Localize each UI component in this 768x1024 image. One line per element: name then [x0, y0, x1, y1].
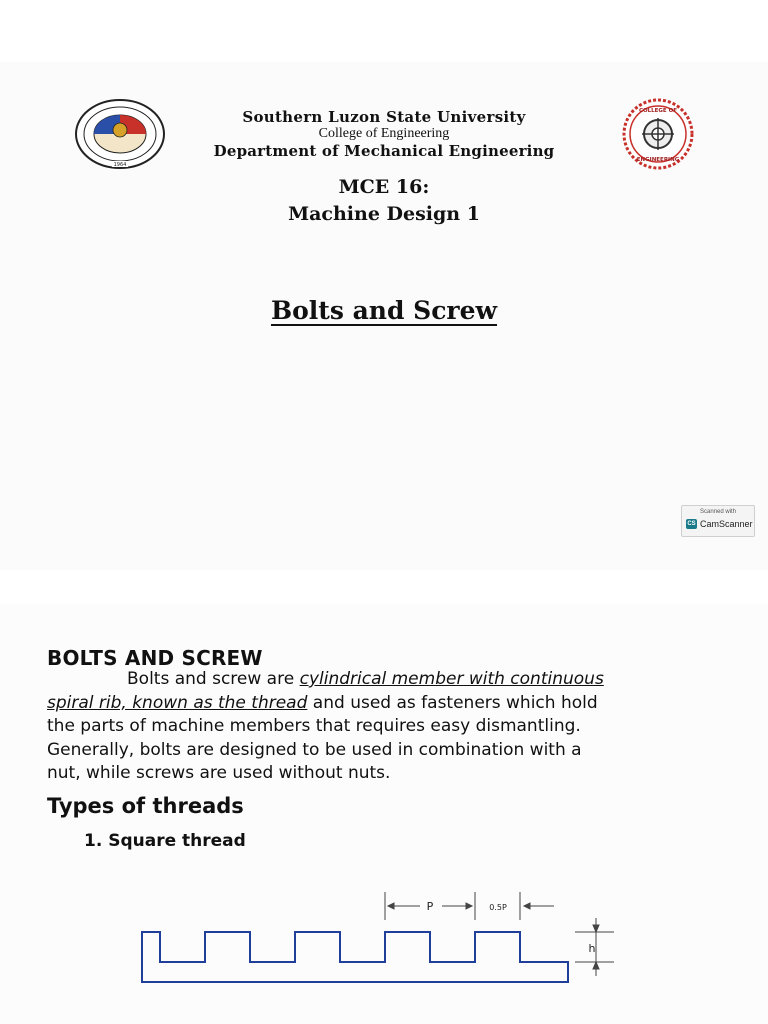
text-run: and used as fasteners which hold	[307, 692, 598, 713]
course-code: MCE 16:	[338, 176, 430, 198]
emphasis-text: cylindrical member with continuous	[299, 669, 604, 689]
thread-profile	[142, 932, 568, 982]
emphasis-text: spiral rib, known as the thread	[47, 692, 308, 713]
college-name: College of Engineering	[318, 126, 450, 141]
types-heading: Types of threads	[47, 794, 244, 818]
university-name: Southern Luzon State University	[242, 108, 526, 126]
height-label: h	[588, 942, 596, 955]
university-seal-logo	[74, 98, 166, 170]
paragraph-line-4: Generally, bolts are designed to be used in combination with a	[47, 739, 582, 760]
camscanner-icon: CS	[687, 521, 696, 527]
pitch-label: P	[426, 900, 434, 913]
paragraph-line-2	[47, 692, 737, 716]
scanner-brand-label: CamScanner	[700, 519, 753, 529]
course-name: Machine Design 1	[288, 203, 480, 225]
content-slide	[0, 604, 768, 1024]
svg-text:COLLEGE OF: COLLEGE OF	[638, 108, 678, 114]
section-heading: BOLTS AND SCREW	[47, 646, 263, 670]
half-pitch-label: 0.5P	[489, 903, 507, 912]
paragraph-line-3: the parts of machine members that requires easy dismantling.	[47, 716, 581, 736]
college-of-engineering-logo	[612, 98, 704, 170]
scanner-caption: Scanned with	[699, 509, 737, 515]
paragraph-line-5: nut, while screws are used without nuts.	[47, 763, 391, 783]
title-slide	[0, 62, 768, 570]
list-item-square-thread: 1. Square thread	[84, 831, 246, 851]
square-thread-diagram	[130, 880, 630, 990]
svg-text:ENGINEERING: ENGINEERING	[636, 157, 680, 163]
document-title: Bolts and Screw	[270, 296, 498, 325]
text-run: Bolts and screw are	[127, 669, 300, 689]
paragraph-line-1	[47, 668, 737, 692]
camscanner-watermark	[681, 505, 755, 537]
definition-paragraph	[47, 668, 737, 786]
department-name: Department of Mechanical Engineering	[213, 142, 555, 160]
svg-text:1964: 1964	[113, 162, 127, 168]
scanner-brand	[686, 519, 753, 529]
